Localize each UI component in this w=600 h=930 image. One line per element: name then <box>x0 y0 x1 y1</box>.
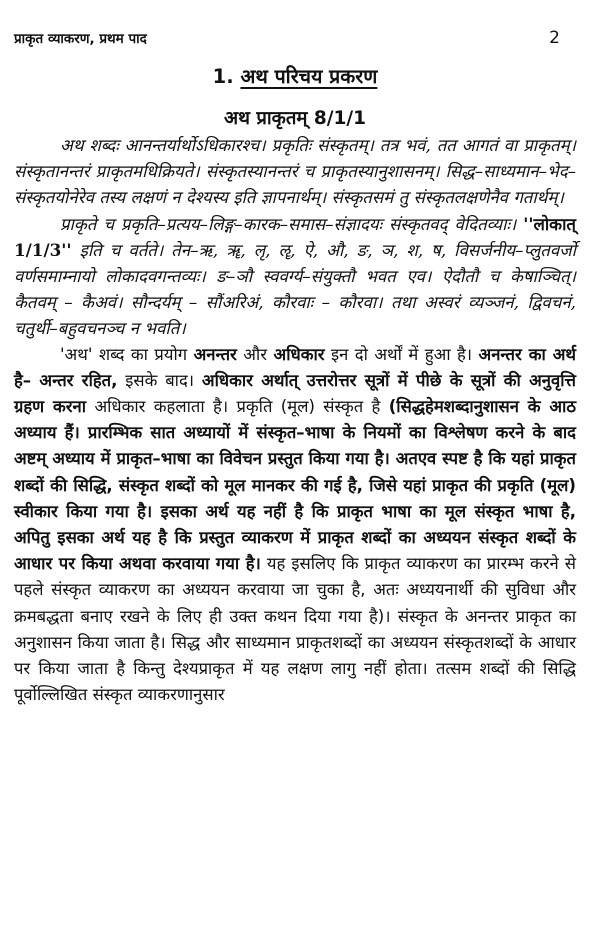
chapter-number: 1. <box>212 65 234 88</box>
term-adhikar: अधिकार <box>273 344 325 364</box>
sutra-heading: अथ प्राकृतम् 8/1/1 <box>223 108 367 129</box>
term-anantar: अनन्तर <box>193 344 237 364</box>
sutra-reference: ''लोकात् 1/1/3'' <box>14 213 576 260</box>
running-header <box>14 28 576 48</box>
para3-segment-1: 'अथ' शब्द का प्रयोग <box>60 344 194 364</box>
running-title: प्राकृत व्याकरण, प्रथम पाद <box>14 31 147 47</box>
chapter-title <box>14 62 576 89</box>
page-number: 2 <box>549 28 560 48</box>
note-siddhahem: (सिद्धहेमशब्दानुशासन के आठ अध्याय हैं। प्रारम्भिक सात अध्यायों में संस्कृत–भाषा के नियमों का विश्लेषण करने के बाद अष्टम् अध्याय में प्राकृत–भाषा का विवेचन प्रस्तुत किया गया है। अतएव स्पष्ट है कि यहां प्राकृत शब्दों की सिद्धि, संस्कृत शब्दों को मूल मानकर की गई है, जिसे यहां प्राकृत की प्रकृति (मूल) स्वीकार किया गया है। इसका अर्थ यह नहीं है कि प्राकृत भाषा का मूल संस्कृत भाषा है, अपितु इसका अर्थ यह है कि प्रस्तुत व्याकरण में प्राकृत शब्दों का अध्ययन संस्कृत शब्दों के आधार पर किया अथवा करवाया गया है। <box>14 397 576 574</box>
para3-segment-5: अधिकार कहलाता है। प्रकृति (मूल) संस्कृत है <box>86 397 389 417</box>
chapter-title-text: अथ परिचय प्रकरण <box>240 65 378 88</box>
para3-segment-6: यह इसलिए कि प्राकृत व्याकरण का प्रारम्भ करने से पहले संस्कृत व्याकरण का अध्ययन करवाया जा चुका है, अतः अध्ययनार्थी की सुविधा और क्रमबद्धता बनाए रखने के लिए ही उक्त कथन दिया गया है)। संस्कृत के अनन्तर प्राकृत का अनुशासन किया जाता है। सिद्ध और साध्यमान प्राकृतशब्दों का अध्ययन संस्कृतशब्दों के आधार पर किया जाता है किन्तु देश्यप्राकृत में यह लक्षण लागु नहीं होता। तत्सम शब्दों की सिद्धि पूर्वोल्लिखित संस्कृत व्याकरणानुसार <box>14 554 576 705</box>
hindi-explanation-paragraph <box>14 342 576 709</box>
sanskrit-commentary-paragraph-2 <box>14 211 576 342</box>
para3-segment-2: और <box>236 344 274 364</box>
para2-text-before: प्राकृते च प्रकृति–प्रत्यय–लिङ्ग–कारक–समास–संज्ञादयः संस्कृतवद् वेदितव्याः। <box>60 213 524 234</box>
para3-segment-4: इसके बाद। <box>117 370 202 390</box>
para2-text-after: इति च वर्तते। तेन–ऋ, ॠ, लृ, ॡ, ऐ, औ, ङ, ञ, श, ष, विसर्जनीय–प्लुतवर्जो वर्णसमाम्नायो लोकादवगन्तव्यः। ङ–ञौ स्ववर्ग्य–संयुक्तौ भवत एव। ऐदौतौ च केषाञ्चित्। कैतवम् – कैअवं। सौन्दर्यम् – सौंअरिअं, कौरवाः – कौरवा। तथा अस्वरं व्यञ्जनं, द्विवचनं, चतुर्थी–बहुवचनञ्च न भवति। <box>14 239 576 339</box>
definition-anantar: अनन्तर का अर्थ है– अन्तर रहित, <box>14 344 577 390</box>
sanskrit-commentary-paragraph-1: अथ शब्दः आनन्तर्यार्थोऽधिकारश्च। प्रकृतिः संस्कृतम्। तत्र भवं, तत आगतं वा प्राकृतम्। संस्कृतानन्तरं प्राकृतमधिक्रियते। संस्कृतस्यानन्तरं च प्राकृतस्यानुशासनम्। सिद्ध–साध्यमान–भेद– संस्कृतयोनेरेव तस्य लक्षणं न देश्यस्य इति ज्ञापनार्थम्। संस्कृतसमं तु संस्कृतलक्षणेनैव गतार्थम्। <box>14 135 576 208</box>
para3-segment-3: इन दो अर्थों में हुआ है। <box>324 344 479 364</box>
definition-adhikar: अधिकार अर्थात् उत्तरोत्तर सूत्रों में पीछे के सूत्रों की अनुवृत्ति ग्रहण करना <box>14 370 576 417</box>
